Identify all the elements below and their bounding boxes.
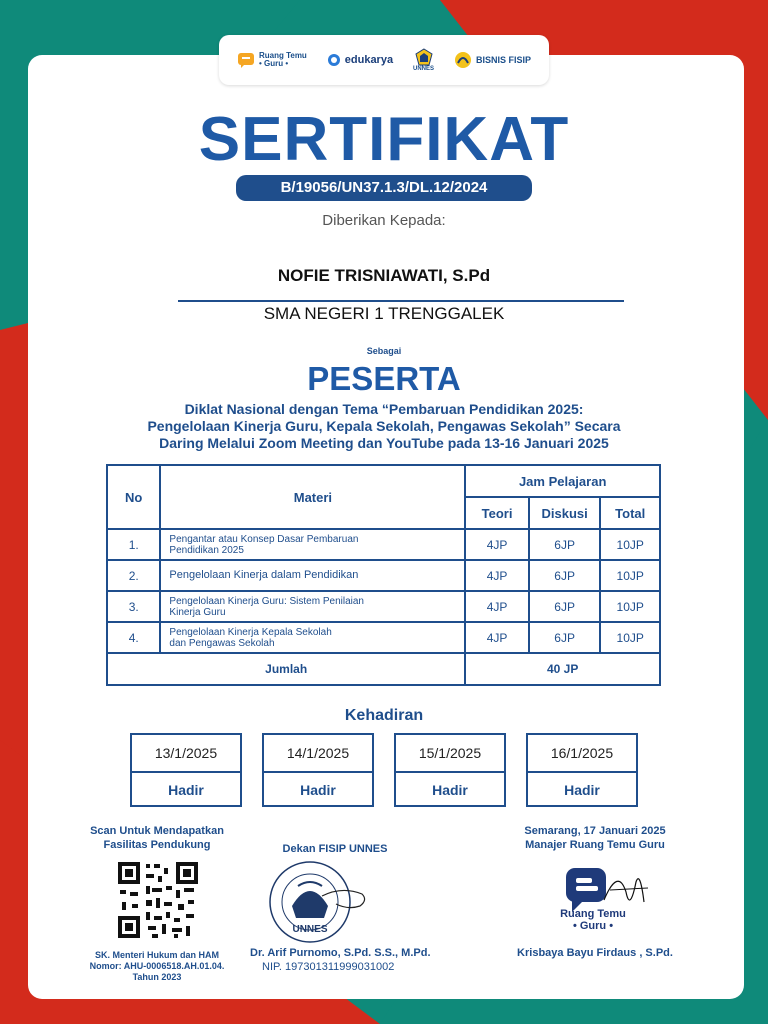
- table-row: [107, 622, 660, 653]
- legal-registration: SK. Menteri Hukum dan HAM Nomor: AHU-0006518.AH.01.04. Tahun 2023: [89, 950, 225, 982]
- attendance-date: 16/1/2025: [528, 735, 636, 773]
- table-total-row: [107, 653, 660, 685]
- row-materi: Pengantar atau Konsep Dasar Pembaruan Pendidikan 2025: [160, 529, 465, 560]
- attendance-date: 13/1/2025: [132, 735, 240, 773]
- attendance-box: [526, 733, 638, 807]
- recipient-school: SMA NEGERI 1 TRENGGALEK: [263, 304, 505, 323]
- unnes-seal-icon: [262, 856, 372, 952]
- header-jam: Jam Pelajaran: [465, 465, 660, 497]
- certificate-title: SERTIFIKAT: [198, 105, 570, 174]
- attendance-status: Hadir: [564, 782, 600, 798]
- attendance-box: [394, 733, 506, 807]
- table-row: [107, 529, 660, 560]
- jumlah-value: 40 JP: [465, 653, 660, 685]
- row-diskusi: 6JP: [529, 591, 601, 622]
- header-total: Total: [600, 497, 660, 529]
- manager-logo-text: Ruang Temu • Guru •: [560, 908, 626, 932]
- row-teori: 4JP: [465, 529, 528, 560]
- as-label: Sebagai: [366, 346, 402, 356]
- attendance-status: Hadir: [300, 782, 336, 798]
- row-materi: Pengelolaan Kinerja Guru: Sistem Penilaian Kinerja Guru: [160, 591, 465, 622]
- row-materi: Pengelolaan Kinerja dalam Pendidikan: [160, 560, 465, 591]
- ruang-temu-guru-logo: Ruang Temu • Guru •: [237, 52, 307, 69]
- role-title: PESERTA: [307, 360, 461, 397]
- recipient-name: NOFIE TRISNIAWATI, S.Pd: [277, 266, 491, 285]
- header-teori: Teori: [465, 497, 528, 529]
- bisnis-fisip-logo: BISNIS FISIP: [454, 51, 531, 69]
- dean-name: Dr. Arif Purnomo, S.Pd. S.S., M.Pd.: [250, 947, 431, 959]
- description-line: Diklat Nasional dengan Tema “Pembaruan Pendidikan 2025:: [184, 401, 584, 417]
- manager-logo-signature: [548, 862, 658, 942]
- description-line: Daring Melalui Zoom Meeting dan YouTube pada 13-16 Januari 2025: [159, 435, 609, 451]
- name-underline: [178, 300, 624, 302]
- logo-bar: [219, 35, 549, 85]
- manager-name: Krisbaya Bayu Firdaus , S.Pd.: [517, 947, 673, 959]
- given-to-label: Diberikan Kepada:: [322, 212, 446, 229]
- row-teori: 4JP: [465, 560, 528, 591]
- edukarya-logo: edukarya: [327, 53, 393, 67]
- attendance-status: Hadir: [432, 782, 468, 798]
- event-description: [0, 401, 768, 452]
- header-materi: Materi: [160, 465, 465, 529]
- description-line: Pengelolaan Kinerja Guru, Kepala Sekolah, Pengawas Sekolah” Secara: [147, 418, 621, 434]
- attendance-box: [130, 733, 242, 807]
- attendance-title: Kehadiran: [344, 707, 424, 724]
- materials-table: [106, 464, 661, 686]
- scan-instruction: Scan Untuk Mendapatkan Fasilitas Pendukung: [90, 825, 224, 851]
- header-no: No: [107, 465, 160, 529]
- attendance-box: [262, 733, 374, 807]
- table-row: [107, 591, 660, 622]
- row-no: 3.: [107, 591, 160, 622]
- row-total: 10JP: [600, 529, 660, 560]
- qr-code-icon[interactable]: [116, 860, 200, 940]
- certificate-number: B/19056/UN37.1.3/DL.12/2024: [236, 175, 532, 201]
- row-no: 2.: [107, 560, 160, 591]
- row-materi: Pengelolaan Kinerja Kepala Sekolah dan Pengawas Sekolah: [160, 622, 465, 653]
- seal-text: UNNES: [292, 924, 328, 935]
- place-date: Semarang, 17 Januari 2025 Manajer Ruang Temu Guru: [524, 825, 666, 851]
- attendance-date: 15/1/2025: [396, 735, 504, 773]
- row-total: 10JP: [600, 591, 660, 622]
- attendance-date: 14/1/2025: [264, 735, 372, 773]
- header-diskusi: Diskusi: [529, 497, 601, 529]
- row-total: 10JP: [600, 560, 660, 591]
- jumlah-label: Jumlah: [107, 653, 465, 685]
- attendance-status: Hadir: [168, 782, 204, 798]
- row-diskusi: 6JP: [529, 622, 601, 653]
- dean-nip: NIP. 197301311999031002: [262, 961, 395, 973]
- row-teori: 4JP: [465, 622, 528, 653]
- unnes-logo: UNNES: [413, 48, 434, 72]
- row-diskusi: 6JP: [529, 560, 601, 591]
- row-no: 4.: [107, 622, 160, 653]
- row-total: 10JP: [600, 622, 660, 653]
- table-row: [107, 560, 660, 591]
- row-no: 1.: [107, 529, 160, 560]
- dean-role: Dekan FISIP UNNES: [282, 843, 388, 855]
- row-diskusi: 6JP: [529, 529, 601, 560]
- row-teori: 4JP: [465, 591, 528, 622]
